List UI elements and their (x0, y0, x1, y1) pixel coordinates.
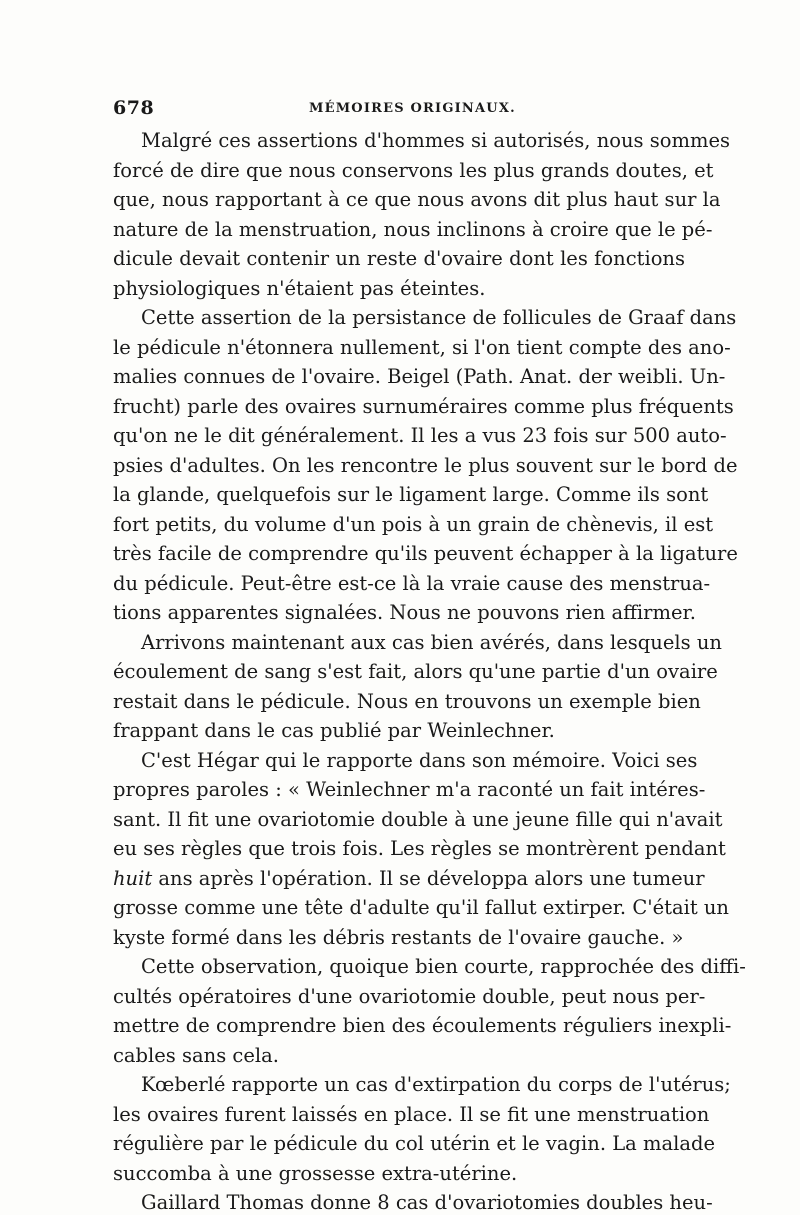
text-line: grosse comme une tête d'adulte qu'il fallut extirper. C'était un (113, 896, 729, 919)
text-line: la glande, quelquefois sur le ligament large. Comme ils sont (113, 483, 709, 506)
running-title: MÉMOIRES ORIGINAUX. (309, 101, 516, 116)
text-line: dicule devait contenir un reste d'ovaire dont les fonctions (113, 247, 685, 270)
page-number: 678 (113, 97, 155, 119)
text-line: Malgré ces assertions d'hommes si autorisés, nous sommes (141, 129, 731, 152)
text-line: écoulement de sang s'est fait, alors qu'une partie d'un ovaire (113, 660, 718, 683)
text-line: le pédicule n'étonnera nullement, si l'on tient compte des ano- (113, 335, 731, 359)
text-line: très facile de comprendre qu'ils peuvent échapper à la ligature (113, 542, 738, 565)
text-line: C'est Hégar qui le rapporte dans son mémoire. Voici ses (141, 748, 698, 772)
text-line: mettre de comprendre bien des écoulements réguliers inexpli- (113, 1014, 732, 1037)
text-line: que, nous rapportant à ce que nous avons dit plus haut sur la (113, 188, 721, 211)
text-line: Gaillard Thomas donne 8 cas d'ovariotomies doubles heu- (141, 1191, 713, 1214)
text-line: régulière par le pédicule du col utérin et le vagin. La malade (113, 1132, 716, 1155)
text-line: fort petits, du volume d'un pois à un grain de chènevis, il est (113, 512, 714, 536)
text-line: nature de la menstruation, nous inclinons à croire que le pé- (113, 217, 713, 241)
text-line: frucht) parle des ovaires surnuméraires comme plus fréquents (113, 394, 734, 418)
emphasis: huit (113, 866, 153, 890)
text-line: du pédicule. Peut-être est-ce là la vraie cause des menstrua- (113, 571, 711, 595)
text-line: tions apparentes signalées. Nous ne pouvons rien affirmer. (113, 601, 696, 624)
body-text (113, 126, 746, 1218)
text-line: kyste formé dans les débris restants de l'ovaire gauche. » (113, 925, 684, 949)
text-line: malies connues de l'ovaire. Beigel (Path. Anat. der weibli. Un- (113, 365, 726, 388)
text-line: cultés opératoires d'une ovariotomie double, peut nous per- (113, 984, 706, 1008)
text-line: huit ans après l'opération. Il se développa alors une tumeur (113, 866, 705, 890)
text-line: propres paroles : « Weinlechner m'a raconté un fait intéres- (113, 778, 706, 801)
text-line: qu'on ne le dit généralement. Il les a vus 23 fois sur 500 auto- (113, 424, 727, 447)
text-line: eu ses règles que trois fois. Les règles se montrèrent pendant (113, 837, 726, 860)
text-line: restait dans le pédicule. Nous en trouvons un exemple bien (113, 689, 701, 713)
text-line: succomba à une grossesse extra-utérine. (113, 1161, 518, 1185)
text-line: Cette assertion de la persistance de follicules de Graaf dans (141, 306, 737, 329)
page-header (113, 96, 683, 120)
text-line: frappant dans le cas publié par Weinlechner. (113, 719, 555, 742)
text-line: Arrivons maintenant aux cas bien avérés, dans lesquels un (141, 630, 722, 654)
text-line: physiologiques n'étaient pas éteintes. (113, 276, 486, 300)
text-line: sant. Il fit une ovariotomie double à une jeune fille qui n'avait (113, 807, 723, 831)
text-line: psies d'adultes. On les rencontre le plus souvent sur le bord de (113, 453, 738, 477)
text-line: les ovaires furent laissés en place. Il se fit une menstruation (113, 1102, 710, 1126)
text-line: cables sans cela. (113, 1043, 279, 1067)
text-line: Kœberlé rapporte un cas d'extirpation du corps de l'utérus; (141, 1073, 731, 1096)
text-line: Cette observation, quoique bien courte, rapprochée des diffi- (141, 955, 746, 978)
text-line: forcé de dire que nous conservons les plus grands doutes, et (113, 158, 714, 182)
